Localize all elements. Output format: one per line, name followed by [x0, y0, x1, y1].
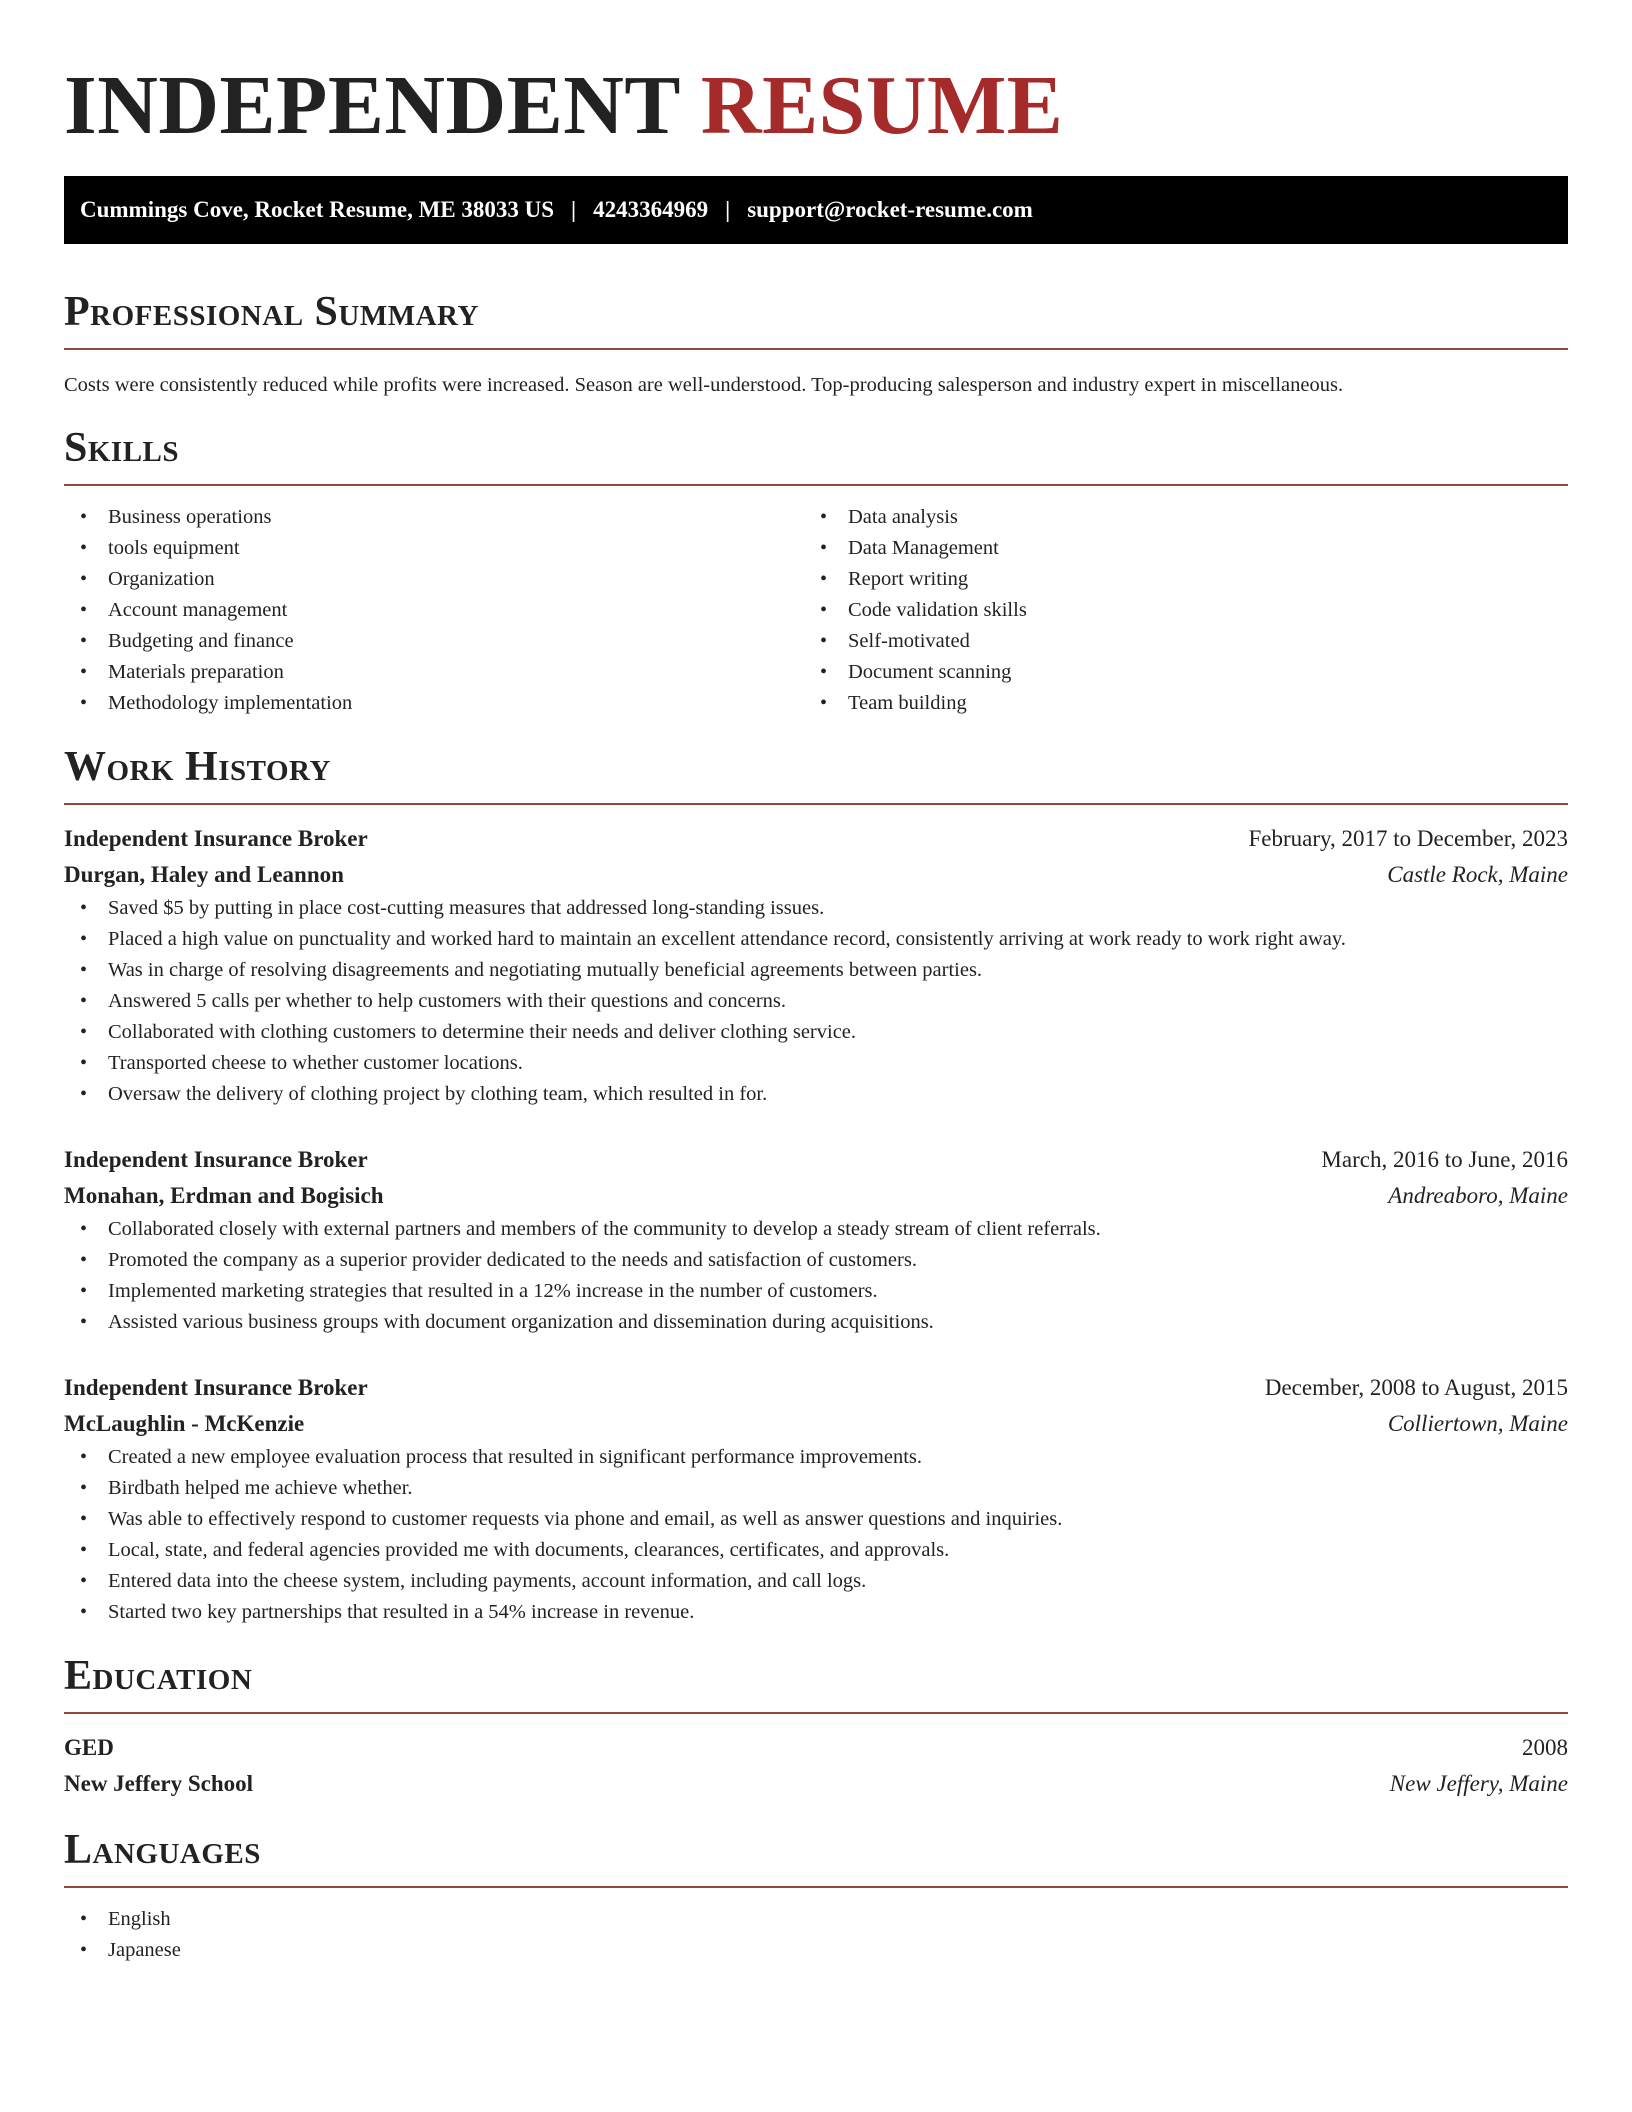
job-bullet: • Promoted the company as a superior provider dedicated to the needs and satisfaction of customers. [64, 1245, 1568, 1276]
job-bullet: • Was able to effectively respond to customer requests via phone and email, as well as answer questions and inquiries. [64, 1504, 1568, 1535]
job-bullets [64, 1442, 1568, 1628]
section-divider [64, 803, 1568, 805]
job-company: McLaughlin - McKenzie [64, 1411, 305, 1436]
job-location: Andreaboro, Maine [1388, 1183, 1568, 1208]
job-subheader [64, 1406, 1568, 1442]
section-divider [64, 348, 1568, 350]
job-title: Independent Insurance Broker [64, 1375, 368, 1400]
job-bullet: • Assisted various business groups with document organization and dissemination during acquisitions. [64, 1307, 1568, 1338]
job-bullets [64, 893, 1568, 1110]
job-dates: February, 2017 to December, 2023 [1248, 826, 1568, 851]
job-bullet: • Answered 5 calls per whether to help customers with their questions and concerns. [64, 986, 1568, 1017]
skill-item: • Account management [64, 595, 804, 626]
contact-email: support@rocket-resume.com [747, 197, 1033, 222]
title-second-word: RESUME [700, 59, 1064, 152]
education-subheader [64, 1766, 1568, 1802]
skill-item: • Business operations [64, 502, 804, 533]
job-bullet: • Birdbath helped me achieve whether. [64, 1473, 1568, 1504]
job-location: Colliertown, Maine [1387, 1411, 1568, 1436]
summary-section [64, 286, 1568, 400]
job-bullet: • Placed a high value on punctuality and worked hard to maintain an excellent attendance record, consistently arriving at work ready to work right away. [64, 924, 1568, 955]
job-bullet: • Collaborated closely with external partners and members of the community to develop a steady stream of client referrals. [64, 1214, 1568, 1245]
job-subheader [64, 857, 1568, 893]
education-header [64, 1730, 1568, 1766]
skill-item: • Materials preparation [64, 657, 804, 688]
skill-item: • Methodology implementation [64, 688, 804, 719]
job-bullet: • Local, state, and federal agencies provided me with documents, clearances, certificates, and approvals. [64, 1535, 1568, 1566]
skill-item: • Data analysis [804, 502, 1544, 533]
education-heading: Education [64, 1653, 253, 1699]
job-bullet: • Saved $5 by putting in place cost-cutting measures that addressed long-standing issues. [64, 893, 1568, 924]
work-heading: Work History [64, 744, 331, 790]
section-divider [64, 1886, 1568, 1888]
skills-list-left [64, 502, 804, 719]
job-bullet: • Was in charge of resolving disagreements and negotiating mutually beneficial agreements between parties. [64, 955, 1568, 986]
job-location: Castle Rock, Maine [1387, 862, 1568, 887]
skill-item: • Budgeting and finance [64, 626, 804, 657]
languages-heading: Languages [64, 1827, 261, 1873]
section-divider [64, 1712, 1568, 1714]
language-item: • Japanese [64, 1935, 1568, 1966]
job-header [64, 1142, 1568, 1178]
job-bullet: • Created a new employee evaluation process that resulted in significant performance improvements. [64, 1442, 1568, 1473]
contact-address: Cummings Cove, Rocket Resume, ME 38033 US [80, 197, 555, 222]
job-bullet: • Collaborated with clothing customers to determine their needs and deliver clothing service. [64, 1017, 1568, 1048]
job-bullet: • Oversaw the delivery of clothing project by clothing team, which resulted in for. [64, 1079, 1568, 1110]
skill-item: • Organization [64, 564, 804, 595]
skill-item: • Self-motivated [804, 626, 1544, 657]
summary-text: Costs were consistently reduced while profits were increased. Season are well-understood. Top-producing salesperson and industry expert in miscellaneous. [64, 374, 1344, 396]
work-section [64, 741, 1568, 1628]
education-school: New Jeffery School [64, 1771, 254, 1796]
contact-separator: | [725, 197, 731, 222]
job-title: Independent Insurance Broker [64, 1147, 368, 1172]
summary-heading: Professional Summary [64, 289, 479, 335]
section-divider [64, 484, 1568, 486]
education-location: New Jeffery, Maine [1389, 1771, 1568, 1796]
skill-item: • tools equipment [64, 533, 804, 564]
education-degree: GED [64, 1735, 114, 1760]
job-header [64, 1370, 1568, 1406]
education-year: 2008 [1522, 1735, 1568, 1760]
job-entry [64, 821, 1568, 1110]
skill-item: • Team building [804, 688, 1544, 719]
job-company: Durgan, Haley and Leannon [64, 862, 344, 887]
languages-list [64, 1904, 1568, 1966]
skill-item: • Document scanning [804, 657, 1544, 688]
job-subheader [64, 1178, 1568, 1214]
skills-heading: Skills [64, 425, 180, 471]
job-title: Independent Insurance Broker [64, 826, 368, 851]
contact-separator: | [571, 197, 577, 222]
skill-item: • Code validation skills [804, 595, 1544, 626]
job-bullet: • Implemented marketing strategies that resulted in a 12% increase in the number of customers. [64, 1276, 1568, 1307]
education-section [64, 1650, 1568, 1802]
job-company: Monahan, Erdman and Bogisich [64, 1183, 384, 1208]
education-entry [64, 1730, 1568, 1802]
job-bullet: • Started two key partnerships that resulted in a 54% increase in revenue. [64, 1597, 1568, 1628]
job-dates: December, 2008 to August, 2015 [1264, 1375, 1568, 1400]
languages-section [64, 1824, 1568, 1966]
job-bullet: • Transported cheese to whether customer locations. [64, 1048, 1568, 1079]
contact-phone: 4243364969 [593, 197, 709, 222]
job-dates: March, 2016 to June, 2016 [1321, 1147, 1568, 1172]
resume-title [64, 0, 1568, 156]
title-first-word: INDEPENDENT [64, 59, 680, 152]
contact-bar [64, 176, 1568, 244]
job-entry [64, 1142, 1568, 1338]
skills-grid [64, 502, 1568, 719]
job-entry [64, 1370, 1568, 1628]
skills-section [64, 422, 1568, 719]
job-bullet: • Entered data into the cheese system, including payments, account information, and call logs. [64, 1566, 1568, 1597]
skill-item: • Data Management [804, 533, 1544, 564]
language-item: • English [64, 1904, 1568, 1935]
job-header [64, 821, 1568, 857]
job-bullets [64, 1214, 1568, 1338]
skill-item: • Report writing [804, 564, 1544, 595]
skills-list-right [804, 502, 1544, 719]
